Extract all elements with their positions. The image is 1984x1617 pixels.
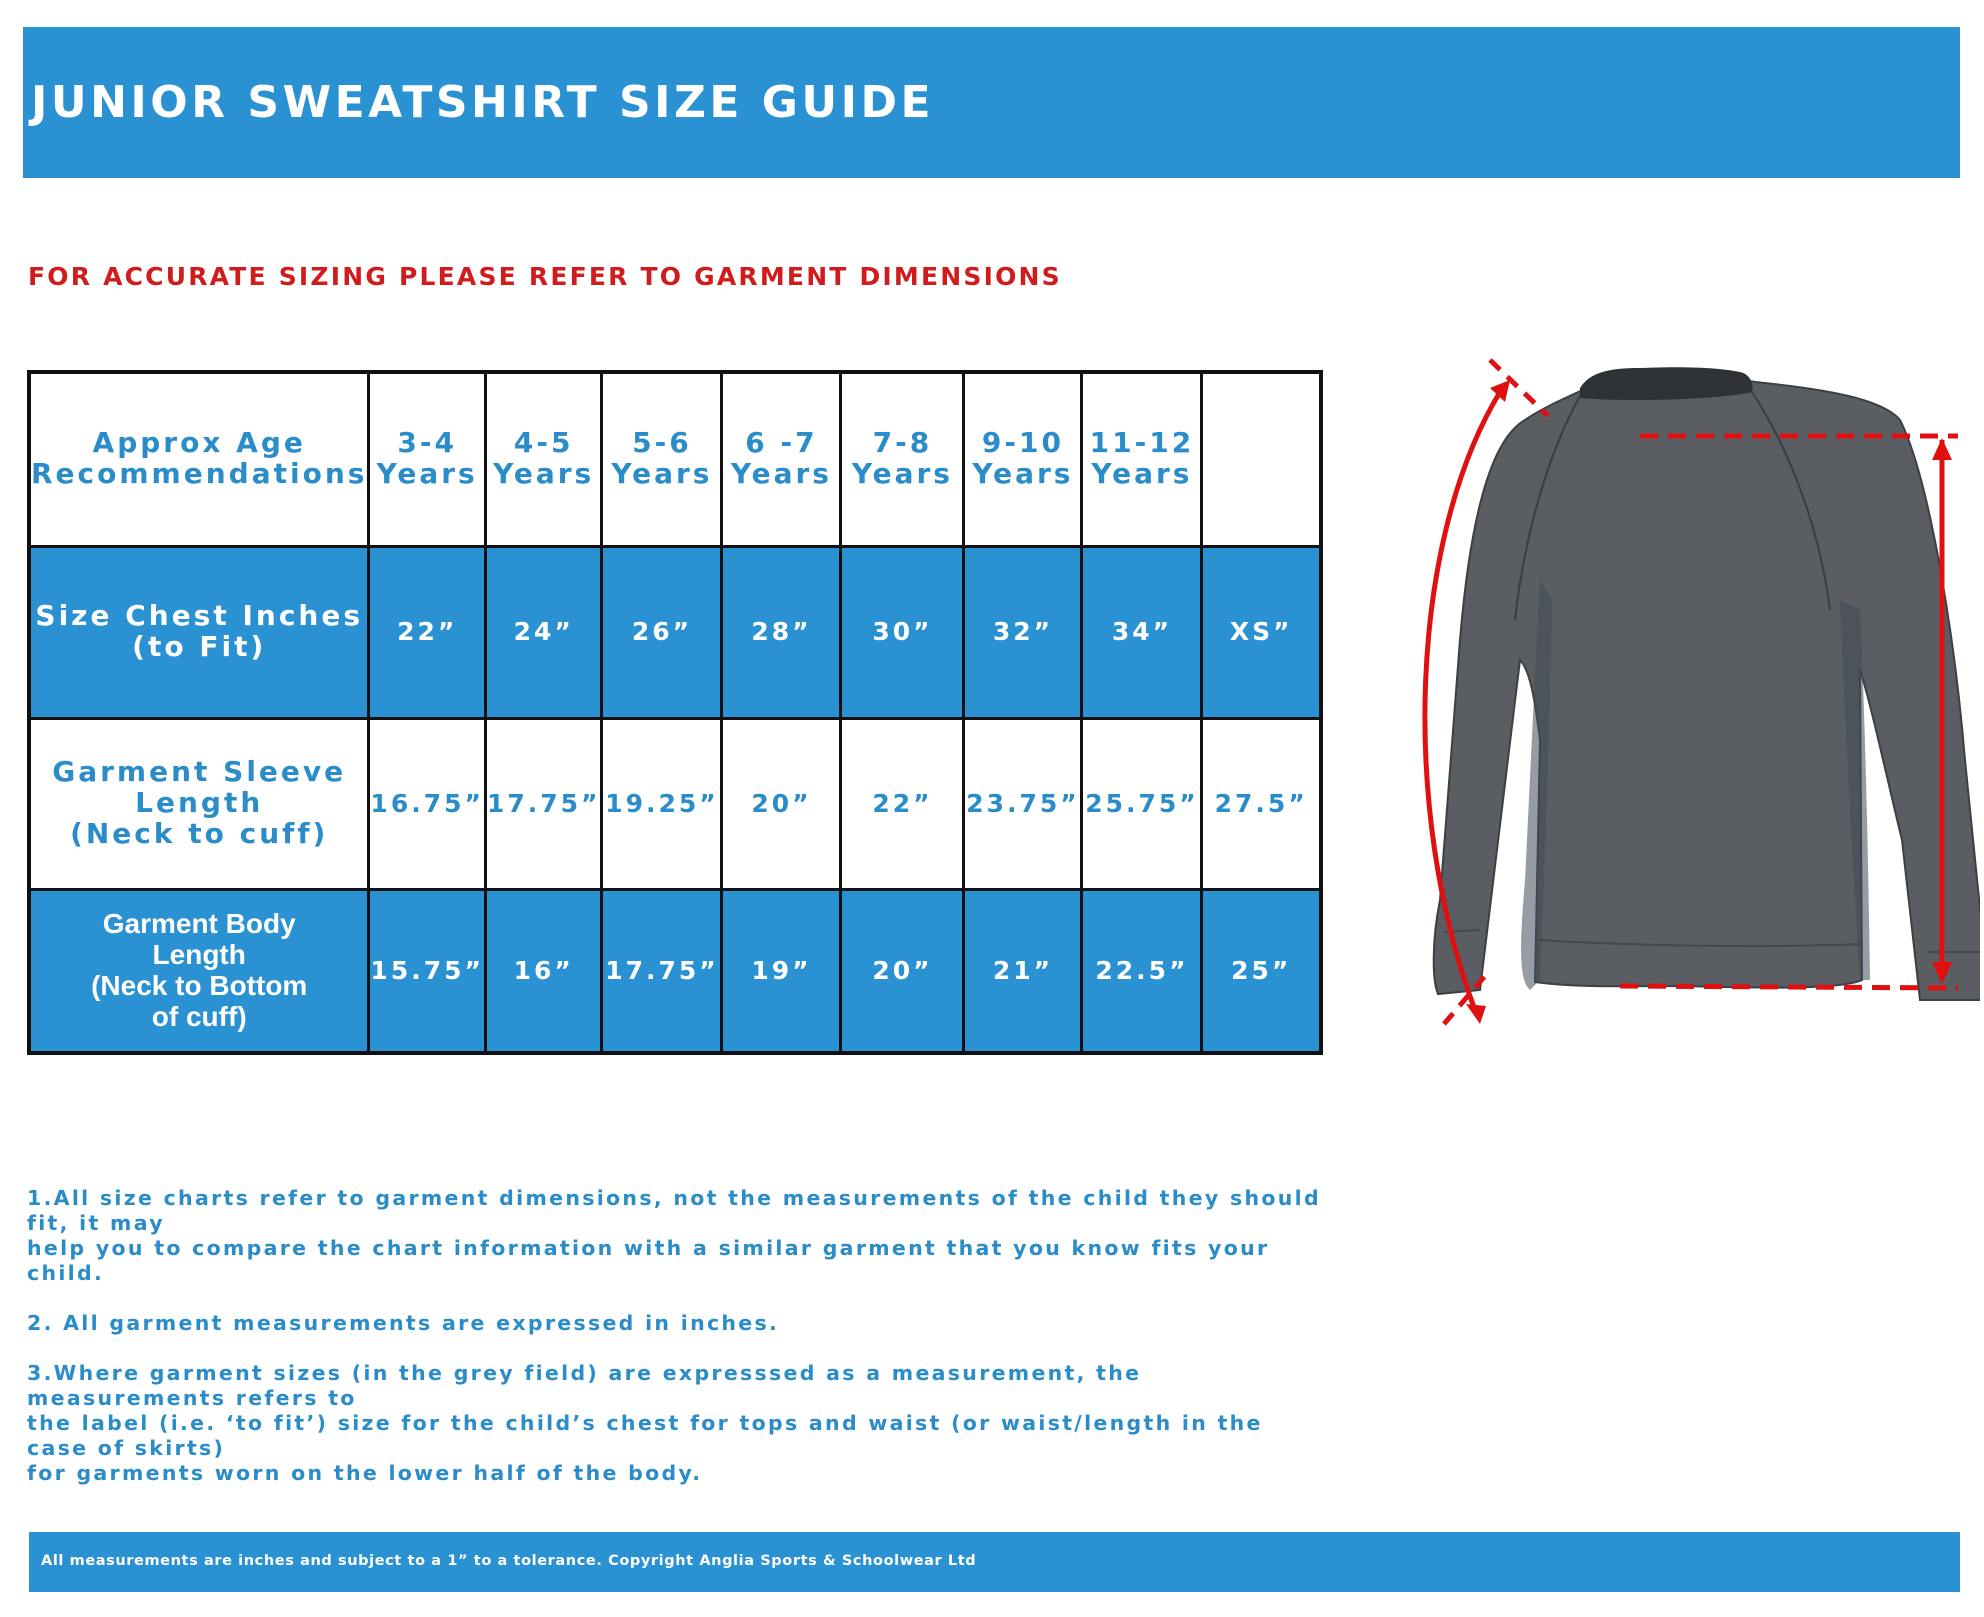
body-length-cell: 22.5” <box>1082 889 1202 1053</box>
chest-cell: 22” <box>369 546 486 718</box>
age-row <box>29 372 1321 546</box>
sleeve-row-label: Garment Sleeve Length (Neck to cuff) <box>29 718 369 889</box>
page-title: JUNIOR SWEATSHIRT SIZE GUIDE <box>31 77 935 128</box>
chest-row <box>29 546 1321 718</box>
age-cell: 7-8 Years <box>841 372 964 546</box>
age-cell: 4-5 Years <box>485 372 602 546</box>
chest-cell: XS” <box>1202 546 1321 718</box>
age-cell-empty <box>1202 372 1321 546</box>
chest-cell: 34” <box>1082 546 1202 718</box>
age-cell: 3-4 Years <box>369 372 486 546</box>
sleeve-row <box>29 718 1321 889</box>
footer-copyright: All measurements are inches and subject to a 1” to a tolerance. Copyright Anglia Sports & Schoolwear Ltd <box>41 1553 977 1569</box>
notes-section <box>27 1186 1327 1511</box>
size-table <box>27 370 1323 1055</box>
note-1: 1.All size charts refer to garment dimensions, not the measurements of the child they should fit, it may help you to compare the chart information with a similar garment that you know fits your child. <box>27 1186 1321 1285</box>
body-length-cell: 19” <box>722 889 841 1053</box>
sleeve-cell: 25.75” <box>1082 718 1202 889</box>
chest-cell: 32” <box>964 546 1082 718</box>
body-length-cell: 21” <box>964 889 1082 1053</box>
age-cell: 11-12 Years <box>1082 372 1202 546</box>
age-cell: 9-10 Years <box>964 372 1082 546</box>
body-length-cell: 20” <box>841 889 964 1053</box>
chest-row-label: Size Chest Inches (to Fit) <box>29 546 369 718</box>
age-row-label: Approx Age Recommendations <box>29 372 369 546</box>
sleeve-cell: 27.5” <box>1202 718 1321 889</box>
sleeve-cell: 16.75” <box>369 718 486 889</box>
sleeve-cell: 19.25” <box>602 718 722 889</box>
body-length-cell: 16” <box>485 889 602 1053</box>
note-2: 2. All garment measurements are expressed in inches. <box>27 1311 780 1335</box>
sleeve-cell: 20” <box>722 718 841 889</box>
header-banner <box>23 27 1960 178</box>
sizing-warning: FOR ACCURATE SIZING PLEASE REFER TO GARMENT DIMENSIONS <box>28 262 1062 291</box>
body-length-row-label: Garment Body Length (Neck to Bottom of cuff) <box>29 889 369 1053</box>
note-3: 3.Where garment sizes (in the grey field) are expresssed as a measurement, the measurements refers to the label (i.e. ‘to fit’) size for the child’s chest for tops and waist (or waist/length in the case of skirts) for garments worn on the lower half of the body. <box>27 1361 1263 1485</box>
body-length-cell: 25” <box>1202 889 1321 1053</box>
sleeve-cell: 23.75” <box>964 718 1082 889</box>
chest-cell: 28” <box>722 546 841 718</box>
chest-cell: 24” <box>485 546 602 718</box>
sweatshirt-icon <box>1340 340 1980 1080</box>
chest-cell: 30” <box>841 546 964 718</box>
sleeve-cell: 17.75” <box>485 718 602 889</box>
body-length-cell: 15.75” <box>369 889 486 1053</box>
chest-cell: 26” <box>602 546 722 718</box>
footer-banner <box>29 1532 1960 1592</box>
body-length-row <box>29 889 1321 1053</box>
age-cell: 5-6 Years <box>602 372 722 546</box>
age-cell: 6 -7 Years <box>722 372 841 546</box>
body-length-cell: 17.75” <box>602 889 722 1053</box>
sleeve-cell: 22” <box>841 718 964 889</box>
